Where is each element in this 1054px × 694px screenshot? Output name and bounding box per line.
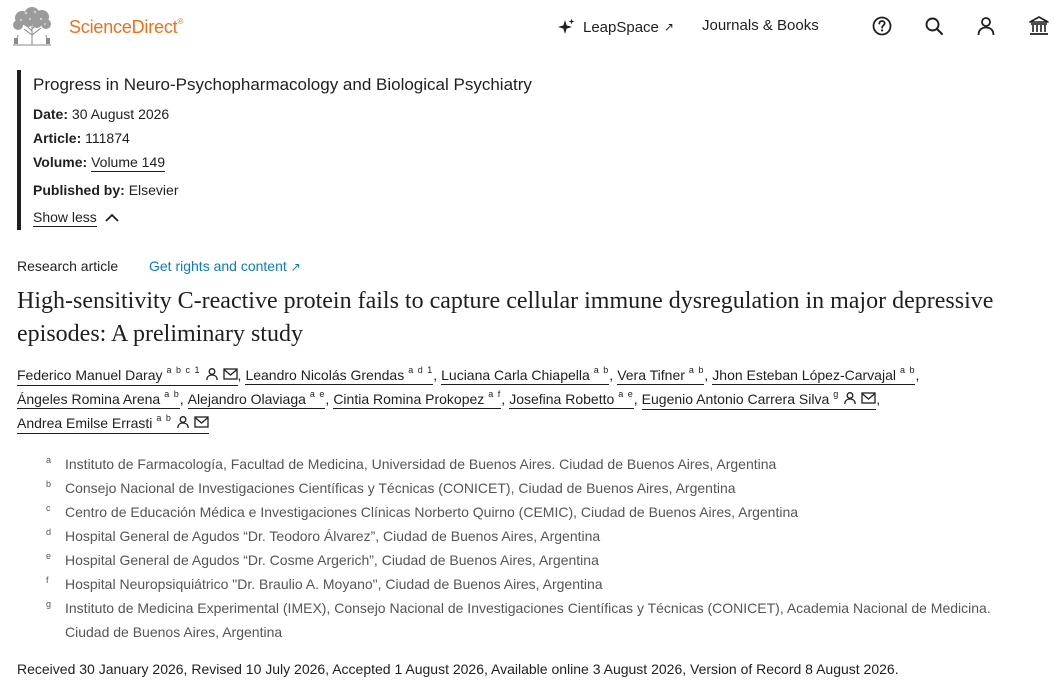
author-affiliation-sup: a b c 1 xyxy=(166,365,201,375)
article-history: Received 30 January 2026, Revised 10 July 2026, Accepted 1 August 2026, Available online 3 August 2026, Version of Record 8 August 2026. xyxy=(17,661,899,677)
meta-publisher: Published by: Elsevier xyxy=(33,182,179,198)
author-separator: , xyxy=(915,367,920,383)
meta-date: Date: 30 August 2026 xyxy=(33,106,170,122)
mail-icon xyxy=(223,367,238,383)
leapspace-link[interactable] xyxy=(556,16,674,38)
author-link[interactable] xyxy=(642,391,877,410)
sparkle-icon xyxy=(556,17,576,37)
volume-link[interactable]: Volume 149 xyxy=(91,154,166,170)
author-name: Eugenio Antonio Carrera Silva xyxy=(641,391,830,407)
show-less-toggle[interactable] xyxy=(33,209,119,227)
mail-icon xyxy=(861,391,876,407)
author-separator: , xyxy=(433,367,438,383)
journal-info-panel xyxy=(17,70,617,230)
author-affiliation-sup: a f xyxy=(488,389,502,399)
author-name: Vera Tifner xyxy=(617,367,685,383)
affiliation-text: Hospital General de Agudos “Dr. Teodoro Álvarez”, Ciudad de Buenos Aires, Argentina xyxy=(65,528,601,544)
author-list xyxy=(17,363,1047,435)
author-link[interactable] xyxy=(441,367,609,385)
person-icon xyxy=(205,367,219,384)
author-name: Leandro Nicolás Grendas xyxy=(245,367,405,383)
author-link[interactable] xyxy=(509,391,634,409)
meta-volume: Volume: Volume 149 xyxy=(33,154,166,170)
author-link[interactable] xyxy=(617,367,704,385)
author-affiliation-sup: a b xyxy=(688,365,705,375)
affiliation-text: Hospital General de Agudos “Dr. Cosme Argerich”, Ciudad de Buenos Aires, Argentina xyxy=(65,552,599,568)
affiliation-letter: a xyxy=(46,455,52,465)
author-link[interactable] xyxy=(245,367,433,385)
search-icon[interactable] xyxy=(923,15,945,37)
meta-article: Article: 111874 xyxy=(33,130,130,146)
external-link-icon: ↗ xyxy=(290,260,301,274)
affiliation-letter: g xyxy=(46,599,52,609)
author-link[interactable] xyxy=(17,415,209,434)
author-affiliation-sup: a e xyxy=(309,389,326,399)
affiliation-text: Consejo Nacional de Investigaciones Científicas y Técnicas (CONICET), Ciudad de Buenos Aires, Argentina xyxy=(65,480,736,496)
leapspace-label: LeapSpace xyxy=(583,18,659,36)
help-circle-icon[interactable] xyxy=(871,15,893,37)
author-link[interactable] xyxy=(333,391,501,409)
affiliation-text: Instituto de Farmacología, Facultad de Medicina, Universidad de Buenos Aires. Ciudad de Buenos Aires, Argentina xyxy=(65,456,777,472)
author-affiliation-sup: a e xyxy=(618,389,634,399)
author-separator: , xyxy=(633,391,638,407)
affiliation-text: Instituto de Medicina Experimental (IMEX), Consejo Nacional de Investigaciones Científicas y Técnicas (CONICET), Academia Nacional de Medicina. Ciudad de Buenos Aires, Argentina xyxy=(65,600,991,640)
author-link[interactable] xyxy=(712,367,915,385)
author-affiliation-sup: a b xyxy=(156,413,172,423)
author-link[interactable] xyxy=(17,391,180,409)
article-title: High-sensitivity C-reactive protein fails to capture cellular immune dysregulation in major depressive episodes: A preliminary study xyxy=(17,288,994,347)
mail-icon xyxy=(194,415,209,431)
affiliation-letter: e xyxy=(46,551,52,561)
author-name: Andrea Emilse Errasti xyxy=(17,415,153,431)
author-affiliation-sup: g xyxy=(833,389,840,399)
affiliation-letter: c xyxy=(46,503,51,513)
author-affiliation-sup: a d 1 xyxy=(408,365,434,375)
elsevier-tree-icon[interactable] xyxy=(8,5,56,47)
person-icon[interactable] xyxy=(975,15,997,37)
author-separator: , xyxy=(501,391,506,407)
author-affiliation-sup: a b xyxy=(164,389,180,399)
author-separator: , xyxy=(179,391,184,407)
chevron-up-icon xyxy=(105,213,119,223)
author-link[interactable] xyxy=(188,391,326,409)
article-type: Research article xyxy=(17,258,119,274)
affiliation-letter: b xyxy=(46,479,52,489)
author-name: Luciana Carla Chiapella xyxy=(441,367,590,383)
institution-icon[interactable] xyxy=(1028,15,1050,37)
author-link[interactable] xyxy=(17,367,238,386)
person-icon xyxy=(843,391,857,408)
external-link-icon: ↗ xyxy=(663,20,674,34)
author-name: Ángeles Romina Arena xyxy=(17,391,161,407)
author-separator: , xyxy=(704,367,709,383)
author-name: Federico Manuel Daray xyxy=(17,367,163,383)
author-separator: , xyxy=(325,391,330,407)
brand-name[interactable]: ScienceDirect® xyxy=(69,17,184,37)
affiliation-text: Hospital Neuropsiquiátrico "Dr. Braulio A. Moyano", Ciudad de Buenos Aires, Argentina xyxy=(65,576,603,592)
author-affiliation-sup: a b xyxy=(593,365,610,375)
author-separator: , xyxy=(876,391,881,407)
site-header xyxy=(0,0,1054,52)
affiliation-letter: d xyxy=(46,527,52,537)
author-name: Josefina Robetto xyxy=(509,391,615,407)
affiliation-letter: f xyxy=(46,575,49,585)
author-name: Alejandro Olaviaga xyxy=(187,391,306,407)
author-name: Cintia Romina Prokopez xyxy=(333,391,485,407)
person-icon xyxy=(176,415,190,432)
author-separator: , xyxy=(237,367,242,383)
rights-content-link[interactable]: Get rights and content ↗ xyxy=(149,258,301,274)
author-separator: , xyxy=(609,367,614,383)
author-affiliation-sup: a b xyxy=(899,365,916,375)
journal-title[interactable]: Progress in Neuro-Psychopharmacology and Biological Psychiatry xyxy=(33,75,532,94)
affiliation-text: Centro de Educación Médica e Investigaciones Clínicas Norberto Quirno (CEMIC), Ciudad de Buenos Aires, Argentina xyxy=(65,504,799,520)
show-less-label: Show less xyxy=(33,209,97,225)
journals-books-link[interactable]: Journals & Books xyxy=(702,17,819,34)
author-name: Jhon Esteban López-Carvajal xyxy=(712,367,896,383)
